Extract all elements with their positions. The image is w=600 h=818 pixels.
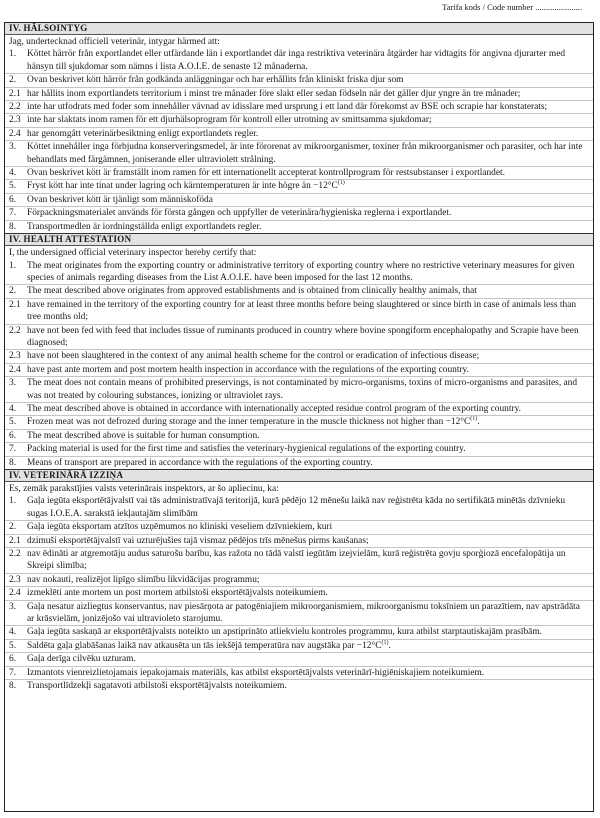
item-text	[27, 128, 593, 140]
item-body: Gaļa nesatur aizliegtus konservantus, nav piesārņota ar patogēniajiem mikroorganismiem, mikroorganismu toksīniem un parazītiem, nav apstrādāta ar krāsvielām, jonizējošo vai ultravioleto starojumu.	[27, 601, 580, 625]
attestation-item	[5, 88, 593, 101]
item-body: The meat does not contain means of prohibited preservings, is not contaminated by micro-organisms, toxins of micro-organisms and parasites, and was not treated by colouring substances, ionizing or ultraviolet rays.	[27, 378, 578, 401]
item-text	[27, 416, 593, 428]
attestation-item	[5, 626, 593, 639]
item-text	[27, 48, 593, 73]
attestation-item	[5, 350, 593, 363]
item-text	[27, 325, 593, 350]
item-number: 3.	[9, 142, 17, 153]
item-body: have not been fed with feed that includes tissue of ruminants produced in country where bovine spongiform encephalopathy and Scrapie have been diagnosed;	[27, 325, 579, 348]
attestation-item	[5, 548, 593, 574]
item-body: Förpackningsmaterialet används för första gången och uppfyller de veterinära/hygieniska reglerna i exportlandet.	[27, 208, 452, 219]
item-number: 8.	[9, 457, 17, 468]
section-heading: IV. HEALTH ATTESTATION	[5, 234, 593, 246]
attestation-item	[5, 601, 593, 627]
item-text	[27, 180, 593, 192]
attestation-item	[5, 141, 593, 167]
section-intro: Jag, undertecknad officiell veterinär, intygar härmed att:	[9, 37, 220, 47]
attestation-item	[5, 535, 593, 548]
attestation-item	[5, 260, 593, 286]
attestation-item	[5, 180, 593, 193]
item-body: Means of transport are prepared in accordance with the regulations of the exporting country.	[27, 457, 373, 468]
item-number: 2.2	[9, 325, 21, 336]
item-number: 2.3	[9, 115, 21, 126]
code-number-label: Tarifa kods / Code number ......................	[442, 2, 582, 12]
item-number: 2.3	[9, 574, 21, 585]
item-text	[27, 299, 593, 324]
attestation-item	[5, 680, 593, 692]
section-english	[5, 234, 593, 470]
item-number: 2.4	[9, 364, 21, 375]
item-body: Saldēta gaļa glabāšanas laikā nav atkausēta un tās iekšējā temperatūra nav augstāka par −12°C	[27, 640, 382, 651]
certificate-sheet	[4, 22, 594, 812]
attestation-item	[5, 587, 593, 600]
item-body: Gaļa iegūta eksportam atzītos uzņēmumos no kliniski veseliem dzīvniekiem, kuri	[27, 522, 333, 533]
section-latvian	[5, 470, 593, 693]
item-number: 2.4	[9, 128, 21, 139]
item-text	[27, 74, 593, 86]
item-body: Izmantots vienreizlietojamais iepakojamais materiāls, kas atbilst eksportētājvalsts veterinārī-higiēniskajiem noteikumiem.	[27, 667, 485, 678]
attestation-item	[5, 167, 593, 180]
item-body: izmeklēti ante mortem un post mortem atbilstoši eksportētājvalsts noteikumiem.	[27, 588, 328, 599]
item-text	[27, 640, 593, 652]
item-text	[27, 587, 593, 599]
attestation-item	[5, 457, 593, 469]
item-body: Gaļa iegūta eksportētājvalstī vai tās administratīvajā teritorijā, kurā pēdējo 12 mēnešu laikā nav reģistrēta kāda no sertifikātā minētās dzīvnieku sugas I.O.E.A. sarakstā iekļautajām slimībām	[27, 496, 566, 519]
item-text	[27, 495, 593, 520]
item-number: 5.	[9, 640, 17, 651]
item-text	[27, 285, 593, 297]
item-body: have past ante mortem and post mortem health inspection in accordance with the regulations of the exporting country.	[27, 364, 469, 375]
item-text	[27, 194, 593, 206]
item-text	[27, 680, 593, 692]
attestation-item	[5, 114, 593, 127]
item-body: Ovan beskrivet kött är framställt inom ramen för ett internationellt accepterat kontrollprogram för restsubstanser i exportlandet.	[27, 168, 505, 179]
item-number: 1.	[9, 260, 17, 271]
item-number: 7.	[9, 208, 17, 219]
item-body: The meat described above is obtained in accordance with internationally accepted residue control program of the exporting country.	[27, 403, 521, 414]
attestation-item	[5, 128, 593, 141]
item-text	[27, 141, 593, 166]
attestation-item	[5, 574, 593, 587]
item-body: The meat originates from the exporting country or administrative territory of exporting country where no restrictive veterinary measures for given species of animals regarding diseases from the List A.O.I.E. have been imposed for the last 12 months.	[27, 260, 575, 283]
attestation-item	[5, 377, 593, 403]
item-body: dzimuši eksportētājvalstī vai uzturējušies tajā vismaz pēdējos trīs mēnešus pirms kaušanas;	[27, 535, 369, 546]
item-list	[5, 495, 593, 692]
item-body: Gaļa derīga cilvēku uzturam.	[27, 654, 136, 665]
attestation-item	[5, 221, 593, 233]
item-text	[27, 521, 593, 533]
item-number: 8.	[9, 221, 17, 232]
item-body: har hållits inom exportlandets territorium i minst tre månader före slakt eller sedan födseln när det gäller djur yngre än tre månader;	[27, 88, 521, 99]
item-text	[27, 207, 593, 219]
item-text	[27, 167, 593, 179]
item-number: 4.	[9, 403, 17, 414]
item-number: 5.	[9, 417, 17, 428]
item-number: 2.	[9, 522, 17, 533]
item-text	[27, 350, 593, 362]
item-number: 6.	[9, 654, 17, 665]
footnote-marker: (1)	[337, 180, 345, 187]
item-number: 2.2	[9, 102, 21, 113]
item-text	[27, 364, 593, 376]
item-number: 6.	[9, 430, 17, 441]
attestation-item	[5, 74, 593, 87]
item-text	[27, 377, 593, 402]
attestation-item	[5, 285, 593, 298]
item-list	[5, 48, 593, 233]
item-body: The meat described above is suitable for human consumption.	[27, 430, 260, 441]
item-body: Köttet härrör från exportlandet eller utfärdande län i exportlandet där inga restriktiva veterinära åtgärder har vidtagits för angivna djurarter med hänsyn till sjukdomar som nämns i lista A.O.I.E. de senaste 12 månaderna.	[27, 49, 566, 72]
item-number: 4.	[9, 168, 17, 179]
section-swedish	[5, 23, 593, 234]
item-body: Transportlīdzekļi sagatavoti atbilstoši eksportētājvalsts noteikumiem.	[27, 681, 287, 692]
item-number: 3.	[9, 601, 17, 612]
item-text	[27, 260, 593, 285]
item-text	[27, 88, 593, 100]
item-text	[27, 443, 593, 455]
item-text	[27, 430, 593, 442]
item-text	[27, 601, 593, 626]
item-number: 2.	[9, 75, 17, 86]
item-body: Ovan beskrivet kött är tjänligt som människoföda	[27, 194, 213, 205]
item-body: har genomgått veterinärbesiktning enligt exportlandets regler.	[27, 128, 259, 139]
section-heading: IV. HÄLSOINTYG	[5, 23, 593, 35]
attestation-item	[5, 653, 593, 666]
item-body: have not been slaughtered in the context of any animal health scheme for the control or eradication of infectious disease;	[27, 351, 480, 362]
item-text	[27, 574, 593, 586]
item-body: Fryst kött har inte tinat under lagring och kärntemperaturen är inte högre än −12°C	[27, 181, 338, 192]
item-number: 2.4	[9, 588, 21, 599]
item-text	[27, 114, 593, 126]
item-number: 2.2	[9, 549, 21, 560]
attestation-item	[5, 495, 593, 521]
section-heading: IV. VETERINĀRĀ IZZIŅA	[5, 470, 593, 482]
item-text	[27, 403, 593, 415]
item-number: 2.3	[9, 351, 21, 362]
item-body: Köttet innehåller inga förbjudna konserveringsmedel, är inte förorenat av mikroorganismer, toxiner från mikroorganismer och parasiter, och har inte behandlats med färgämnen, joniserande eller ultraviolett strålning.	[27, 142, 583, 165]
item-number: 2.1	[9, 535, 21, 546]
item-body: Gaļa iegūta saskaņā ar eksportētājvalsts noteikto un apstiprināto atliekvielu kontroles programmu, kura atbilst starptautiskajām prasībām.	[27, 627, 542, 638]
item-number: 2.	[9, 286, 17, 297]
item-text	[27, 548, 593, 573]
attestation-item	[5, 364, 593, 377]
item-number: 4.	[9, 627, 17, 638]
item-body: Ovan beskrivet kött härrör från godkända anläggningar och har erhållits från kliniskt friska djur som	[27, 75, 404, 86]
attestation-item	[5, 299, 593, 325]
attestation-item	[5, 194, 593, 207]
item-number: 5.	[9, 181, 17, 192]
footnote-marker: (1)	[470, 416, 478, 423]
attestation-item	[5, 521, 593, 534]
attestation-item	[5, 667, 593, 680]
attestation-item	[5, 207, 593, 220]
item-text	[27, 626, 593, 638]
item-text	[27, 653, 593, 665]
item-body: Packing material is used for the first time and satisfies the veterinary-hygienical regulations of the exporting country.	[27, 444, 466, 455]
attestation-item	[5, 430, 593, 443]
section-intro: Es, zemāk parakstījies valsts veterinārais inspektors, ar šo apliecinu, ka:	[9, 484, 279, 494]
item-text	[27, 457, 593, 469]
attestation-item	[5, 48, 593, 74]
footnote-marker: (1)	[381, 639, 389, 646]
item-body: nav ēdināti ar atgremotāju audus saturošu barību, kas ražota no tādā valstī iegūtām izejvielām, kurā reģistrēta govju sporģiozā encefalopātija un Skreipi slimība;	[27, 549, 566, 572]
item-number: 8.	[9, 681, 17, 692]
item-body: inte har utfodrats med foder som innehåller vävnad av idisslare med ursprung i ett land där förekomst av BSE och scrapie har konstaterats;	[27, 102, 548, 113]
item-number: 6.	[9, 194, 17, 205]
attestation-item	[5, 325, 593, 351]
item-number: 1.	[9, 496, 17, 507]
item-number: 1.	[9, 49, 17, 60]
section-intro: I, the undersigned official veterinary inspector hereby certify that:	[9, 248, 257, 259]
attestation-item	[5, 403, 593, 416]
item-tail: .	[477, 417, 480, 428]
attestation-item	[5, 416, 593, 429]
item-text	[27, 535, 593, 547]
attestation-item	[5, 640, 593, 653]
item-text	[27, 667, 593, 679]
attestation-item	[5, 443, 593, 456]
item-number: 7.	[9, 667, 17, 678]
item-number: 3.	[9, 378, 17, 389]
item-body: Frozen meat was not defrozed during storage and the inner temperature in the muscle thickness not higher than −12°C	[27, 417, 471, 428]
item-tail: .	[388, 640, 391, 651]
item-body: Transportmedlen är iordningställda enligt exportlandets regler.	[27, 221, 262, 232]
item-number: 2.1	[9, 88, 21, 99]
item-number: 7.	[9, 444, 17, 455]
item-list	[5, 260, 593, 470]
item-number: 2.1	[9, 299, 21, 310]
item-body: nav nokauti, realizējot lipīgo slimību likvidācijas programmu;	[27, 574, 260, 585]
item-body: have remained in the territory of the exporting country for at least three months before being slaughtered or since birth in case of animals less than tree months old;	[27, 299, 577, 323]
item-body: The meat described above originates from approved establishments and is obtained from clinically healthy animals, that	[27, 286, 477, 297]
attestation-item	[5, 101, 593, 114]
item-body: inte har slaktats inom ramen för ett djurhälsoprogram för kontroll eller utrotning av smittsamma sjukdomar;	[27, 115, 432, 126]
item-text	[27, 101, 593, 113]
item-text	[27, 221, 593, 233]
